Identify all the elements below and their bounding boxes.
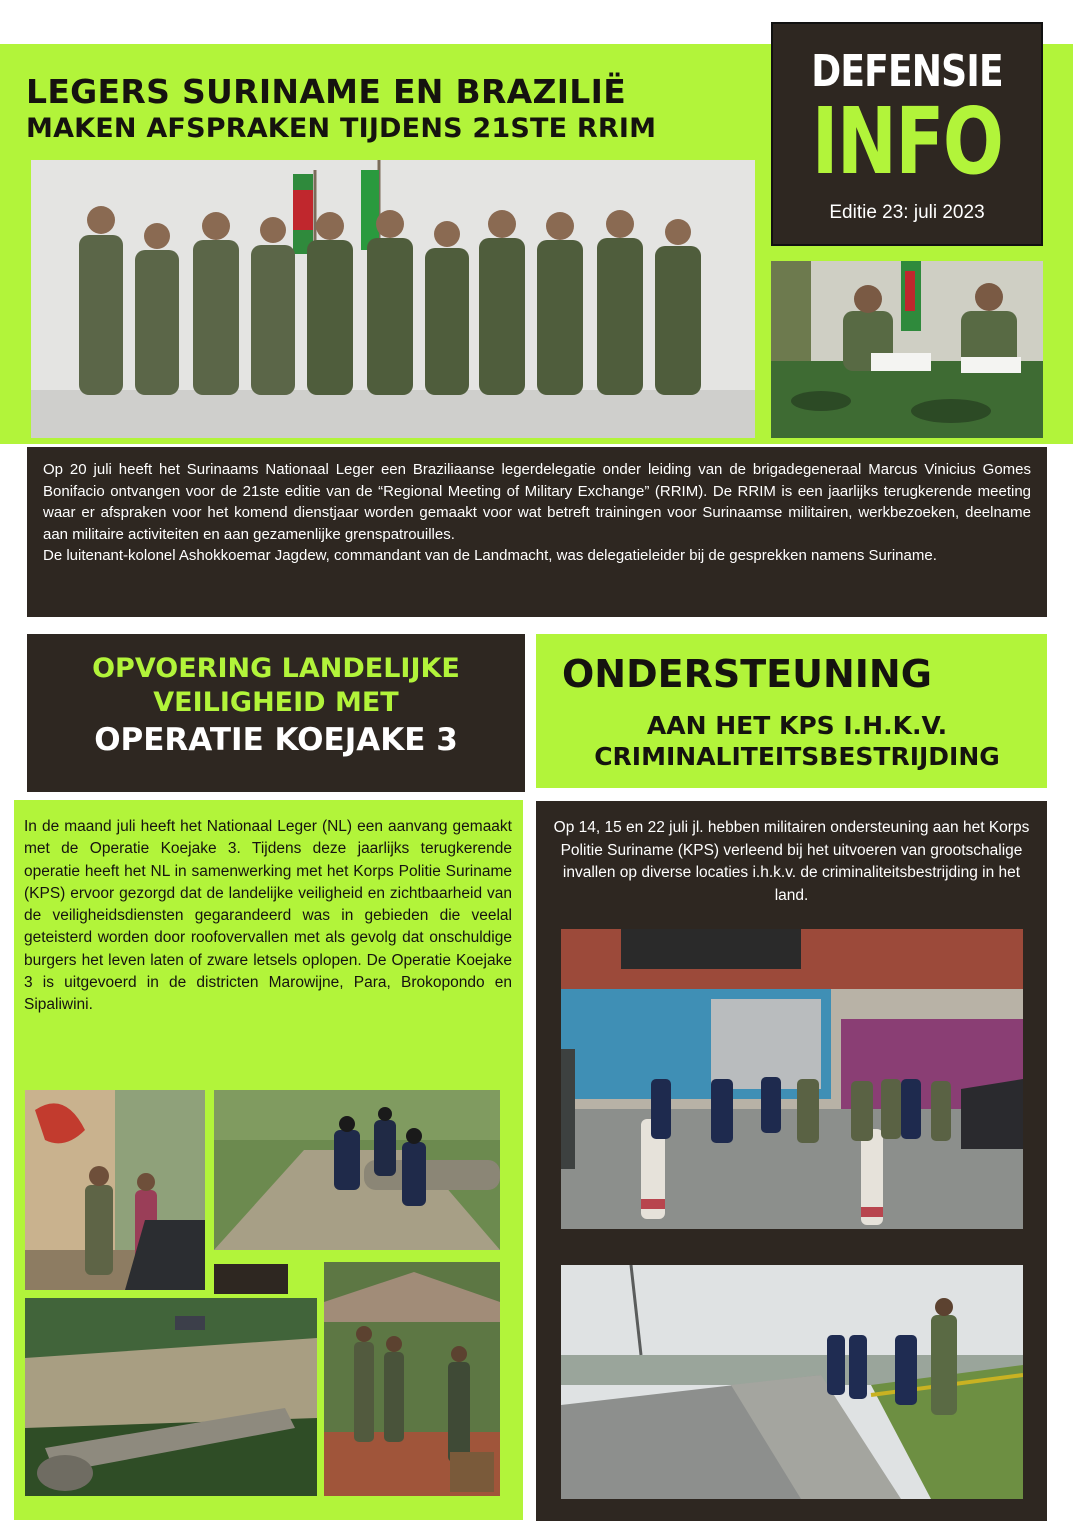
koejake-photo-patrol [214,1090,500,1250]
signing-photo [771,261,1043,438]
intro-paragraph-1: Op 20 juli heeft het Surinaams Nationaal Leger een Braziliaanse legerdelegatie onder leiding van de brigadegeneraal Marcus Vinicius Gomes Bonifacio ontvangen voor de 21ste editie van de “Regional Meeting of Military Exchange” (RRIM). De RRIM is een jaarlijks terugkerende meeting waar er afspraken voor het komend dienstjaar worden gemaakt voor wat betreft trainingen voor Surinaamse militairen, werkbezoeken, deelname aan militaire activiteiten en aan gezamenlijke grenspatrouilles. [43,461,1031,543]
decorative-block [214,1264,288,1294]
kps-body-text: Op 14, 15 en 22 juli jl. hebben militairen ondersteuning aan het Korps Politie Suriname (KPS) verleend bij het uitvoeren van grootschalige invallen op diverse locaties i.h.k.v. de criminaliteitsbestrijding in het land. [553,819,1030,904]
headline-line-1: LEGERS SURINAME EN BRAZILIË [26,72,627,111]
intro-paragraph-2: De luitenant-kolonel Ashokkoemar Jagdew, commandant van de Landmacht, was delegatieleider bij de gesprekken namens Suriname. [43,547,937,564]
masthead-info: INFO [811,88,1003,195]
intro-article [27,447,1047,617]
kps-heading-line-3: CRIMINALITEITSBESTRIJDING [594,742,1000,771]
kps-heading-box [536,634,1047,788]
koejake-photo-camp-tent [324,1262,500,1496]
koejake-heading-line-2: VEILIGHEID MET [153,687,399,718]
kps-heading-sub [562,710,1032,772]
koejake-heading-line-3: OPERATIE KOEJAKE 3 [94,722,458,758]
headline-line-2: MAKEN AFSPRAKEN TIJDENS 21STE RRIM [26,113,657,144]
masthead [771,22,1043,246]
group-photo [31,160,755,438]
kps-heading-line-1: ONDERSTEUNING [562,652,932,696]
koejake-heading-line-1: OPVOERING LANDELIJKE [92,653,460,684]
koejake-photo-forest-clearing [25,1298,317,1496]
koejake-photo-checkpoint [25,1090,205,1290]
kps-photo-street-raid [561,929,1023,1229]
edition-label: Editie 23: juli 2023 [829,202,985,223]
koejake-heading [27,652,525,720]
koejake-heading-box [27,634,525,792]
kps-photo-bridge-patrol [561,1265,1023,1499]
kps-heading-line-2: AAN HET KPS I.H.K.V. [646,711,948,740]
koejake-body-text: In de maand juli heeft het Nationaal Leger (NL) een aanvang gemaakt met de Operatie Koejake 3. Tijdens deze jaarlijks terugkerende operatie heeft het NL in samenwerking met het Korps Politie Suriname (KPS) ervoor gezorgd dat de landelijke veiligheid en zichtbaarheid van de veiligheidsdiensten gegarandeerd was in gebieden die veelal geteisterd worden door roofovervallen met als gevolg dat onschuldige burgers het leven laten of zware letsels oplopen. De Operatie Koejake 3 is uitgevoerd in de districten Marowijne, Para, Brokopondo en Sipaliwini. [24,818,512,1014]
masthead-defensie: DEFENSIE [811,46,1003,97]
